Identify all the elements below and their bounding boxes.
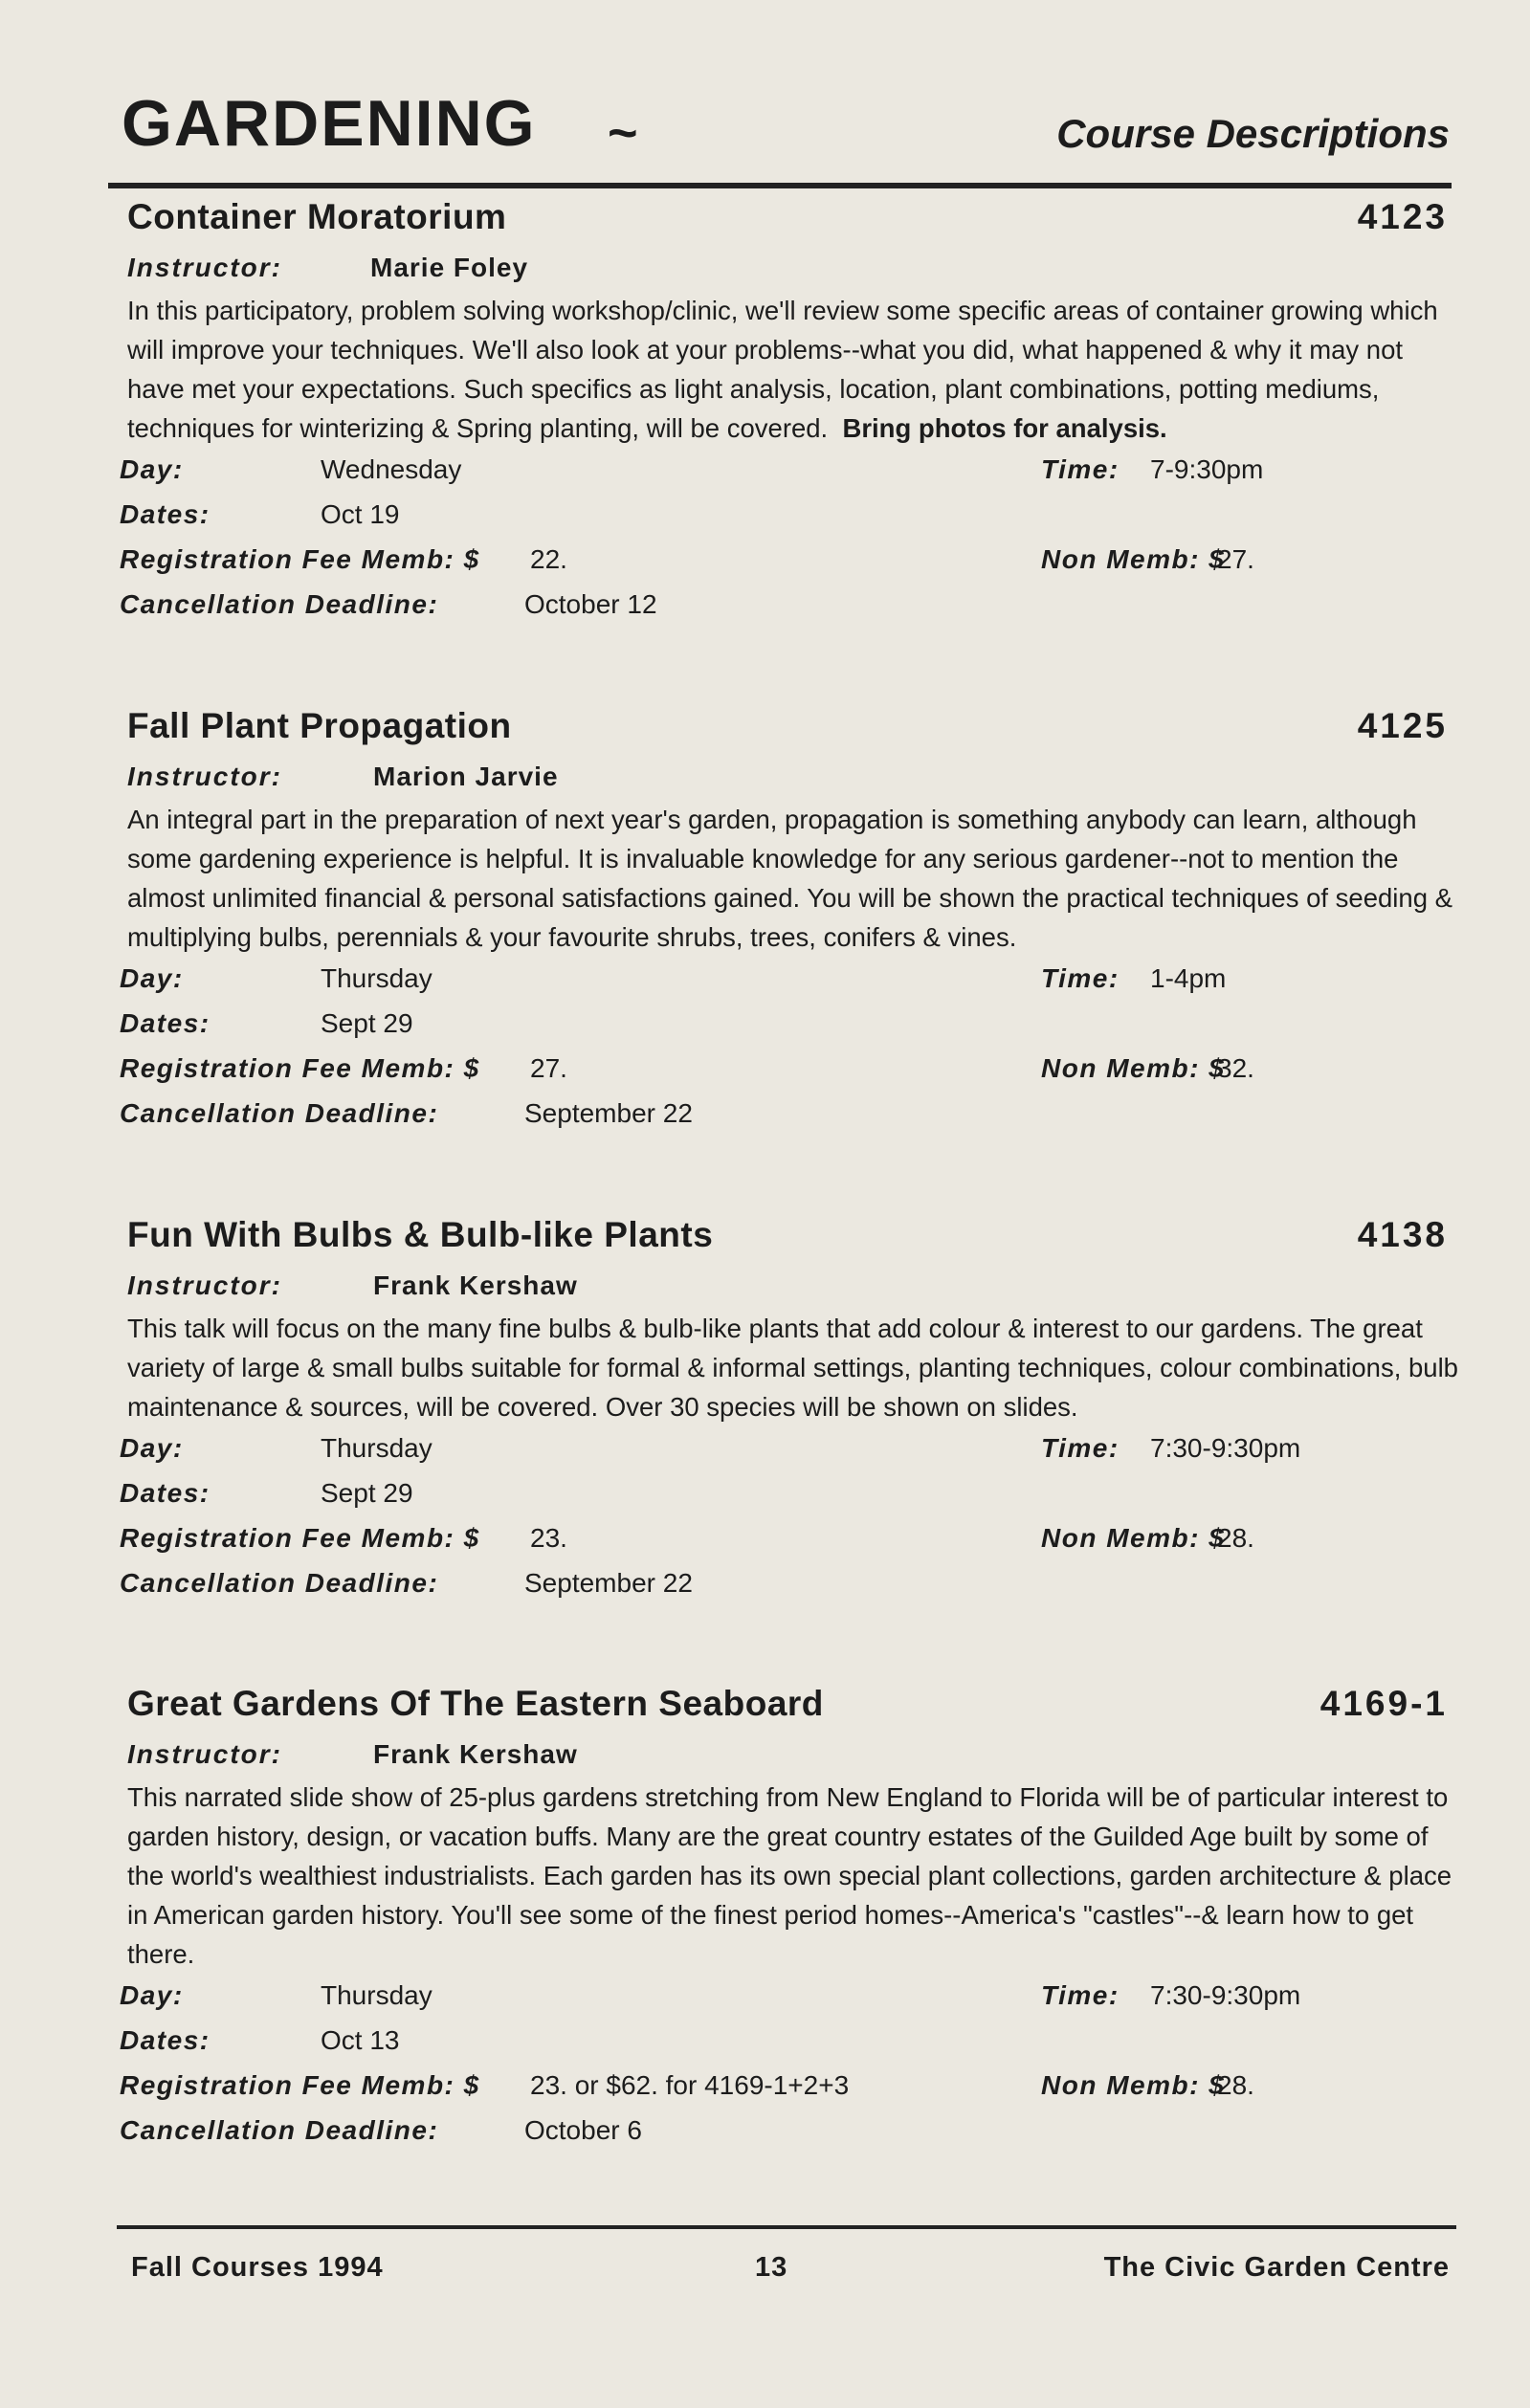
footer-rule <box>117 2225 1456 2229</box>
instructor-label: Instructor: <box>127 1739 282 1769</box>
time-value: 7-9:30pm <box>1150 454 1264 484</box>
instructor-name: Frank Kershaw <box>373 1270 578 1300</box>
instructor-label: Instructor: <box>127 762 282 791</box>
page-number: 13 <box>755 2252 788 2283</box>
day-value: Thursday <box>321 1433 432 1463</box>
day-label: Day: <box>120 1980 184 2010</box>
day-value: Thursday <box>321 963 432 993</box>
day-value: Wednesday <box>321 454 462 484</box>
instructor-name: Frank Kershaw <box>373 1739 578 1769</box>
cancellation-value: September 22 <box>524 1568 693 1598</box>
cancellation-label: Cancellation Deadline: <box>120 589 439 619</box>
non-member-fee-value: 32. <box>1217 1053 1254 1083</box>
header-rule <box>108 183 1452 188</box>
cancellation-label: Cancellation Deadline: <box>120 1568 439 1598</box>
footer-organization: The Civic Garden Centre <box>1103 2252 1450 2283</box>
course-description <box>127 1309 1467 1426</box>
cancellation-label: Cancellation Deadline: <box>120 2115 439 2145</box>
non-member-fee-value: 28. <box>1217 1523 1254 1553</box>
course-entry <box>120 1215 1464 1606</box>
instructor-label: Instructor: <box>127 1270 282 1300</box>
dates-value: Oct 13 <box>321 2025 400 2055</box>
member-fee-value: 22. <box>530 544 567 574</box>
non-member-fee-label: Non Memb: $ <box>1041 1053 1226 1083</box>
non-member-fee-label: Non Memb: $ <box>1041 2070 1226 2100</box>
footer-term: Fall Courses 1994 <box>131 2252 384 2283</box>
section-title: GARDENING <box>122 87 537 160</box>
time-label: Time: <box>1041 454 1120 484</box>
dates-value: Sept 29 <box>321 1478 413 1508</box>
course-description <box>127 1778 1467 1974</box>
course-number: 4125 <box>1357 706 1448 745</box>
non-member-fee-label: Non Memb: $ <box>1041 544 1226 574</box>
description-text: An integral part in the preparation of next year's garden, propagation is something anybody can learn, although some gardening experience is helpful. It is invaluable knowledge for any serious gardener--not to mention the almost unlimited financial & personal satisfactions gained. You will be shown the practical techniques of seeding & multiplying bulbs, perennials & your favourite shrubs, trees, conifers & vines. <box>127 805 1452 952</box>
title-separator: ~ <box>608 104 638 162</box>
page-header <box>122 78 1450 186</box>
time-label: Time: <box>1041 1433 1120 1463</box>
member-fee-value: 23. <box>530 1523 567 1553</box>
course-number: 4169-1 <box>1319 1684 1448 1723</box>
dates-label: Dates: <box>120 2025 211 2055</box>
course-title: Great Gardens Of The Eastern Seaboard <box>127 1684 824 1723</box>
time-label: Time: <box>1041 1980 1120 2010</box>
instructor-name: Marie Foley <box>370 253 529 282</box>
course-number: 4138 <box>1357 1215 1448 1254</box>
dates-label: Dates: <box>120 499 211 529</box>
registration-fee-label: Registration Fee Memb: $ <box>120 2070 480 2100</box>
dates-value: Oct 19 <box>321 499 400 529</box>
course-entry <box>120 706 1464 1137</box>
cancellation-value: October 6 <box>524 2115 642 2145</box>
day-label: Day: <box>120 963 184 993</box>
dates-value: Sept 29 <box>321 1008 413 1038</box>
day-label: Day: <box>120 1433 184 1463</box>
time-value: 7:30-9:30pm <box>1150 1433 1301 1463</box>
non-member-fee-label: Non Memb: $ <box>1041 1523 1226 1553</box>
instructor-label: Instructor: <box>127 253 282 282</box>
time-label: Time: <box>1041 963 1120 993</box>
description-text: This narrated slide show of 25-plus gardens stretching from New England to Florida will be of particular interest to garden history, design, or vacation buffs. Many are the great country estates of the Guilded Age built by some of the world's wealthiest industrialists. Each garden has its own special plant collections, garden architecture & place in American garden history. You'll see some of the finest period homes--America's "castles"--& learn how to get there. <box>127 1782 1452 1969</box>
member-fee-value: 27. <box>530 1053 567 1083</box>
course-title: Fall Plant Propagation <box>127 706 512 745</box>
course-description <box>127 800 1467 957</box>
course-entry <box>120 197 1464 628</box>
course-title: Container Moratorium <box>127 197 507 236</box>
non-member-fee-value: 28. <box>1217 2070 1254 2100</box>
member-fee-value: 23. or $62. for 4169-1+2+3 <box>530 2070 850 2100</box>
dates-label: Dates: <box>120 1478 211 1508</box>
time-value: 7:30-9:30pm <box>1150 1980 1301 2010</box>
course-entry <box>120 1684 1464 2154</box>
cancellation-value: September 22 <box>524 1098 693 1128</box>
dates-label: Dates: <box>120 1008 211 1038</box>
registration-fee-label: Registration Fee Memb: $ <box>120 1053 480 1083</box>
instructor-name: Marion Jarvie <box>373 762 559 791</box>
course-number: 4123 <box>1357 197 1448 236</box>
cancellation-label: Cancellation Deadline: <box>120 1098 439 1128</box>
section-subtitle: Course Descriptions <box>1056 111 1450 156</box>
day-label: Day: <box>120 454 184 484</box>
day-value: Thursday <box>321 1980 432 2010</box>
registration-fee-label: Registration Fee Memb: $ <box>120 1523 480 1553</box>
description-text: In this participatory, problem solving workshop/clinic, we'll review some specific areas of container growing which will improve your techniques. We'll also look at your problems--what you did, what happened & why it may not have met your expectations. Such specifics as light analysis, location, plant combinations, potting mediums, techniques for winterizing & Spring planting, will be covered. <box>127 296 1438 443</box>
cancellation-value: October 12 <box>524 589 657 619</box>
course-title: Fun With Bulbs & Bulb-like Plants <box>127 1215 714 1254</box>
non-member-fee-value: 27. <box>1217 544 1254 574</box>
description-text: This talk will focus on the many fine bulbs & bulb-like plants that add colour & interest to our gardens. The great variety of large & small bulbs suitable for formal & informal settings, planting techniques, colour combinations, bulb maintenance & sources, will be covered. Over 30 species will be shown on slides. <box>127 1314 1458 1422</box>
time-value: 1-4pm <box>1150 963 1227 993</box>
course-description <box>127 291 1467 448</box>
registration-fee-label: Registration Fee Memb: $ <box>120 544 480 574</box>
description-emphasis: Bring photos for analysis. <box>842 413 1167 443</box>
